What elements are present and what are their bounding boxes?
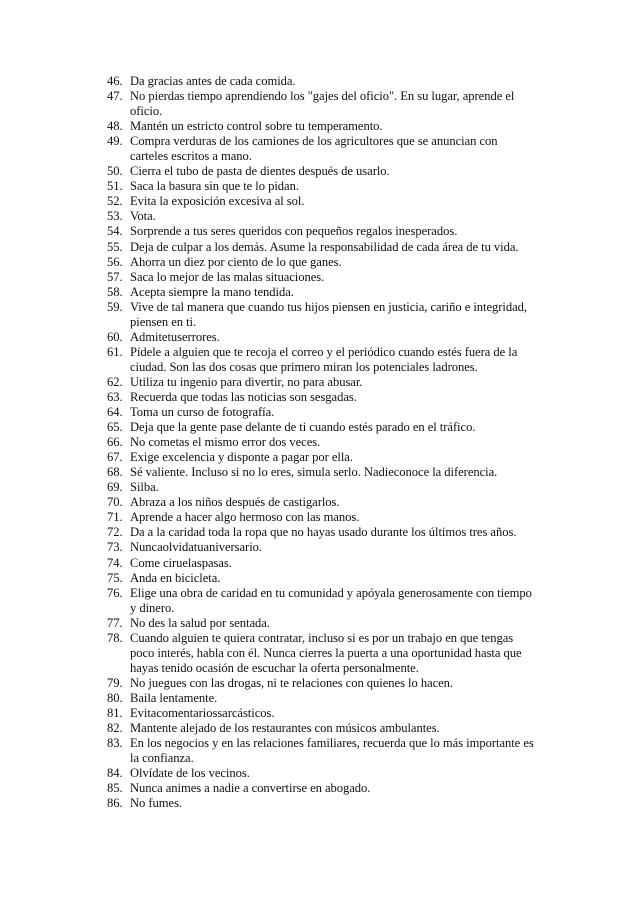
item-number: 80.	[107, 690, 123, 705]
item-text: Sé valiente. Incluso si no lo eres, simula serlo. Nadieconoce la diferencia.	[130, 465, 498, 480]
item-number: 84.	[107, 766, 123, 781]
list-item	[107, 616, 552, 631]
item-text: Sorprende a tus seres queridos con pequeños regalos inesperados.	[130, 224, 458, 239]
item-number: 55.	[107, 239, 123, 254]
item-number: 49.	[107, 134, 123, 149]
item-text: Saca la basura sin que te lo pidan.	[130, 179, 299, 194]
item-number: 77.	[107, 615, 123, 630]
item-number: 64.	[107, 405, 123, 420]
item-number: 85.	[107, 781, 123, 796]
list-item	[107, 706, 552, 721]
list-item	[107, 510, 552, 525]
list-item	[107, 330, 552, 345]
list-item	[107, 300, 552, 330]
item-text: Deja que la gente pase delante de ti cuando estés parado en el tráfico.	[130, 420, 476, 435]
item-number: 74.	[107, 555, 123, 570]
item-text: Aprende a hacer algo hermoso con las manos.	[130, 510, 360, 525]
item-number: 46.	[107, 74, 123, 88]
list-item	[107, 480, 552, 495]
list-item	[107, 390, 552, 405]
item-text: No juegues con las drogas, ni te relaciones con quienes lo hacen.	[130, 675, 454, 690]
item-number: 73.	[107, 540, 123, 555]
item-text: Exige excelencia y disponte a pagar por ella.	[130, 450, 353, 465]
item-text: Admitetuserrores.	[130, 329, 220, 344]
item-text: Ahorra un diez por ciento de lo que ganes.	[130, 254, 342, 269]
list-item	[107, 631, 552, 676]
item-number: 66.	[107, 435, 123, 450]
item-text: No fumes.	[130, 796, 183, 811]
item-text: Elige una obra de caridad en tu comunidad y apóyala generosamente con tiempo y dinero.	[130, 585, 532, 615]
item-text: No pierdas tiempo aprendiendo los "gajes del oficio". En su lugar, aprende el oficio.	[130, 89, 515, 119]
item-text: Toma un curso de fotografía.	[130, 405, 275, 420]
item-text: Utiliza tu ingenio para divertir, no para abusar.	[130, 374, 363, 389]
item-number: 60.	[107, 329, 123, 344]
list-item	[107, 270, 552, 285]
item-text: En los negocios y en las relaciones familiares, recuerda que lo más importante es la confianza.	[130, 736, 534, 766]
item-text: No cometas el mismo error dos veces.	[130, 435, 321, 450]
item-text: Mantén un estricto control sobre tu temperamento.	[130, 119, 383, 134]
item-number: 70.	[107, 495, 123, 510]
item-text: Pídele a alguien que te recoja el correo y el periódico cuando estés fuera de la ciudad. Son las dos cosas que primero miran los potenciales ladrones.	[130, 344, 518, 374]
item-text: Da gracias antes de cada comida.	[130, 74, 296, 88]
item-number: 59.	[107, 299, 123, 314]
list-item	[107, 119, 552, 134]
item-text: Abraza a los niños después de castigarlos.	[130, 495, 340, 510]
list-item	[107, 721, 552, 736]
list-item	[107, 179, 552, 194]
list-item	[107, 766, 552, 781]
item-text: Cierra el tubo de pasta de dientes después de usarlo.	[130, 164, 390, 179]
item-number: 67.	[107, 450, 123, 465]
list-item	[107, 420, 552, 435]
item-text: Olvídate de los vecinos.	[130, 766, 250, 781]
list-item	[107, 465, 552, 480]
item-text: Mantente alejado de los restaurantes con músicos ambulantes.	[130, 721, 440, 736]
item-number: 50.	[107, 164, 123, 179]
item-text: Vive de tal manera que cuando tus hijos piensen en justicia, cariño e integridad, piensen en ti.	[130, 299, 528, 329]
item-number: 83.	[107, 736, 123, 751]
item-text: Compra verduras de los camiones de los agricultores que se anuncian con carteles escritos a mano.	[130, 134, 498, 164]
list-item	[107, 209, 552, 224]
item-text: Da a la caridad toda la ropa que no hayas usado durante los últimos tres años.	[130, 525, 517, 540]
list-item	[107, 255, 552, 270]
item-number: 51.	[107, 179, 123, 194]
item-text: Cuando alguien te quiera contratar, incluso si es por un trabajo en que tengas poco interés, habla con él. Nunca cierres la puerta a una oportunidad hasta que hayas tenido ocasión de escuchar la oferta personalmente.	[130, 630, 522, 675]
item-text: Saca lo mejor de las malas situaciones.	[130, 269, 325, 284]
list-item	[107, 224, 552, 239]
item-number: 48.	[107, 119, 123, 134]
list-item	[107, 736, 552, 766]
list-item	[107, 556, 552, 571]
item-text: Acepta siempre la mano tendida.	[130, 284, 294, 299]
item-number: 76.	[107, 585, 123, 600]
item-number: 63.	[107, 389, 123, 404]
list-item	[107, 240, 552, 255]
item-number: 53.	[107, 209, 123, 224]
item-number: 82.	[107, 721, 123, 736]
item-number: 56.	[107, 254, 123, 269]
item-number: 65.	[107, 420, 123, 435]
item-text: Nunca animes a nadie a convertirse en abogado.	[130, 781, 371, 796]
item-text: Deja de culpar a los demás. Asume la responsabilidad de cada área de tu vida.	[130, 239, 519, 254]
list-item	[107, 571, 552, 586]
item-number: 72.	[107, 525, 123, 540]
item-number: 78.	[107, 630, 123, 645]
item-number: 68.	[107, 465, 123, 480]
item-number: 62.	[107, 374, 123, 389]
item-text: Recuerda que todas las noticias son sesgadas.	[130, 389, 357, 404]
list-item	[107, 89, 552, 119]
list-item	[107, 495, 552, 510]
tips-list	[107, 74, 552, 811]
list-item	[107, 164, 552, 179]
item-text: Evitacomentariossarcásticos.	[130, 705, 275, 720]
item-number: 81.	[107, 705, 123, 720]
item-number: 79.	[107, 675, 123, 690]
list-item	[107, 345, 552, 375]
item-number: 47.	[107, 89, 123, 104]
list-item	[107, 375, 552, 390]
list-item	[107, 691, 552, 706]
item-number: 69.	[107, 480, 123, 495]
item-number: 86.	[107, 796, 123, 811]
list-item	[107, 405, 552, 420]
list-item	[107, 285, 552, 300]
list-item	[107, 781, 552, 796]
item-text: Come ciruelaspasas.	[130, 555, 232, 570]
item-text: No des la salud por sentada.	[130, 615, 270, 630]
list-item	[107, 796, 552, 811]
item-text: Vota.	[130, 209, 156, 224]
list-item	[107, 450, 552, 465]
item-number: 57.	[107, 269, 123, 284]
list-item	[107, 525, 552, 540]
list-item	[107, 540, 552, 555]
item-number: 58.	[107, 284, 123, 299]
item-text: Nuncaolvidatuaniversario.	[130, 540, 262, 555]
item-number: 54.	[107, 224, 123, 239]
list-item	[107, 676, 552, 691]
item-number: 75.	[107, 570, 123, 585]
item-text: Evita la exposición excesiva al sol.	[130, 194, 305, 209]
list-item	[107, 435, 552, 450]
list-item	[107, 194, 552, 209]
item-text: Baila lentamente.	[130, 690, 218, 705]
item-number: 71.	[107, 510, 123, 525]
list-item	[107, 74, 552, 89]
item-number: 52.	[107, 194, 123, 209]
list-item	[107, 586, 552, 616]
item-text: Silba.	[130, 480, 159, 495]
item-number: 61.	[107, 344, 123, 359]
item-text: Anda en bicicleta.	[130, 570, 221, 585]
list-item	[107, 134, 552, 164]
